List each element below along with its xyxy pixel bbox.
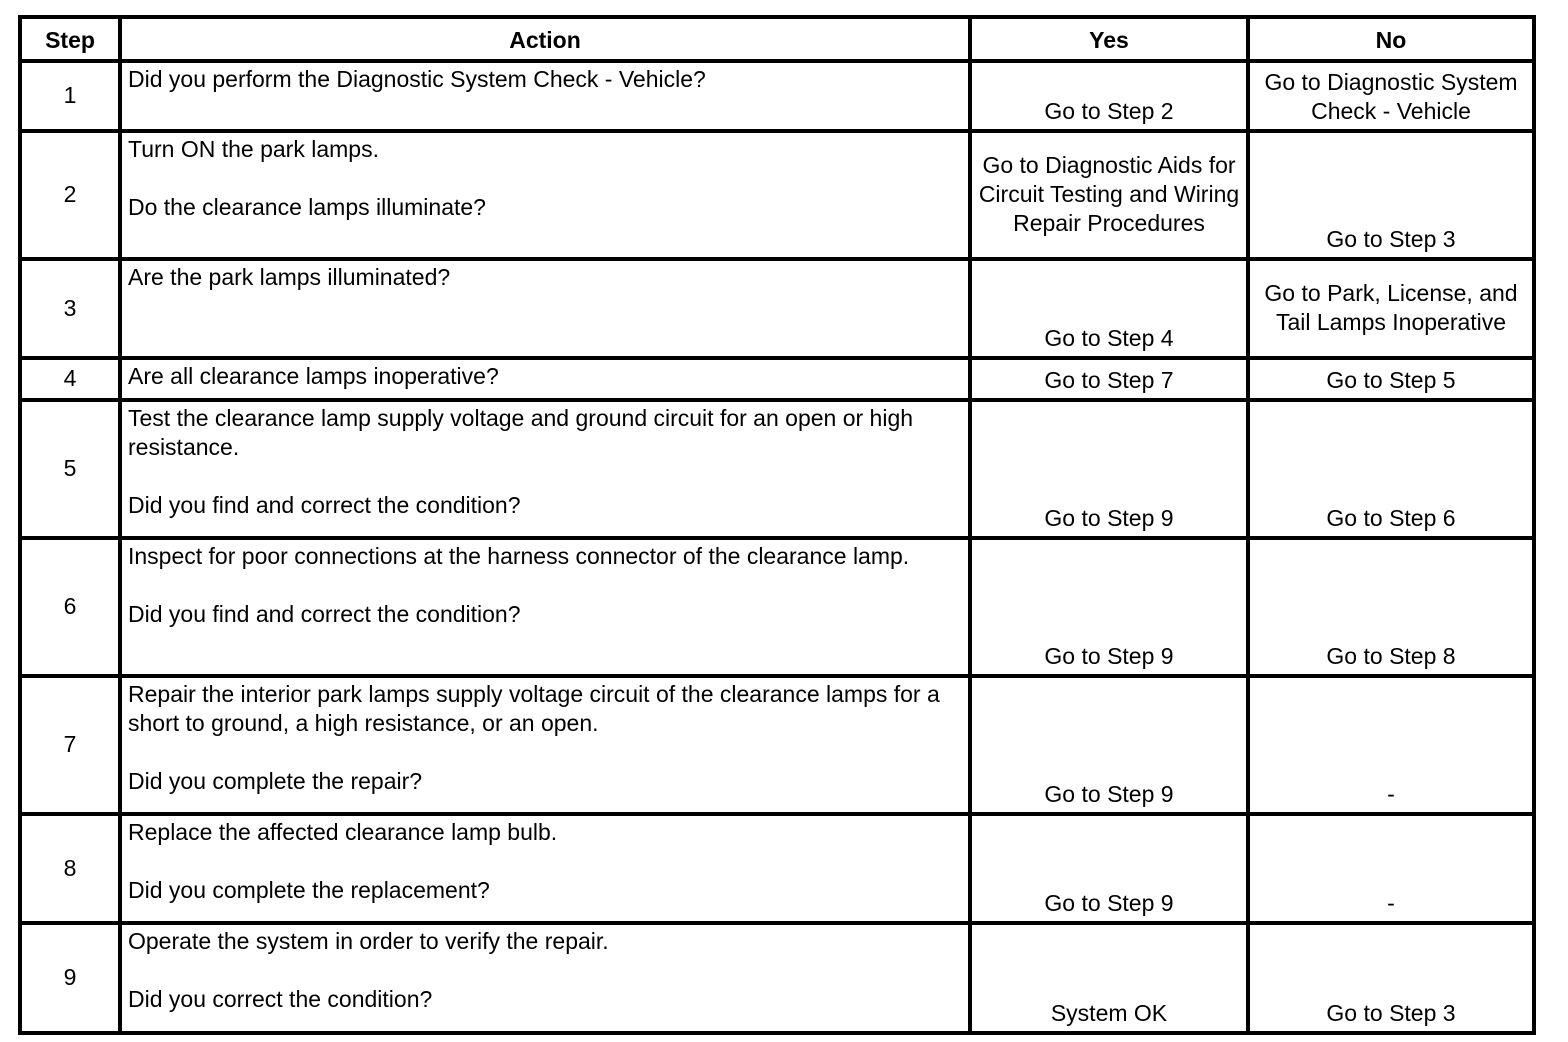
paragraph-spacer — [128, 738, 962, 767]
step-number: 4 — [20, 358, 120, 400]
yes-result: Go to Step 9 — [970, 814, 1248, 923]
action-cell — [120, 923, 970, 1033]
action-cell — [120, 538, 970, 676]
yes-result: Go to Step 4 — [970, 259, 1248, 358]
table-row — [20, 259, 1534, 358]
action-question: Did you complete the replacement? — [128, 877, 490, 903]
table-row — [20, 923, 1534, 1033]
yes-result: Go to Step 9 — [970, 676, 1248, 814]
table-header — [20, 17, 1534, 61]
yes-result: Go to Step 9 — [970, 400, 1248, 538]
step-number: 7 — [20, 676, 120, 814]
yes-result: Go to Step 2 — [970, 61, 1248, 131]
no-result: Go to Step 5 — [1248, 358, 1534, 400]
action-text: Repair the interior park lamps supply voltage circuit of the clearance lamps for a short to ground, a high resistance, or an open. — [128, 681, 940, 736]
paragraph-spacer — [128, 462, 962, 491]
table-row — [20, 61, 1534, 131]
action-text: Are the park lamps illuminated? — [128, 264, 451, 290]
no-result: Go to Step 8 — [1248, 538, 1534, 676]
yes-result: Go to Step 7 — [970, 358, 1248, 400]
header-row — [20, 17, 1534, 61]
table-row — [20, 400, 1534, 538]
action-question: Did you complete the repair? — [128, 768, 423, 794]
action-cell — [120, 814, 970, 923]
yes-result: Go to Step 9 — [970, 538, 1248, 676]
diagnostic-table — [18, 15, 1536, 1035]
header-yes: Yes — [970, 17, 1248, 61]
table-body — [20, 61, 1534, 1033]
no-result: - — [1248, 814, 1534, 923]
table-row — [20, 358, 1534, 400]
step-number: 8 — [20, 814, 120, 923]
action-cell — [120, 676, 970, 814]
step-number: 3 — [20, 259, 120, 358]
action-text: Replace the affected clearance lamp bulb. — [128, 819, 558, 845]
action-question: Do the clearance lamps illuminate? — [128, 194, 486, 220]
action-text: Are all clearance lamps inoperative? — [128, 363, 499, 389]
paragraph-spacer — [128, 164, 962, 193]
step-number: 6 — [20, 538, 120, 676]
step-number: 1 — [20, 61, 120, 131]
yes-result: System OK — [970, 923, 1248, 1033]
action-text: Turn ON the park lamps. — [128, 136, 379, 162]
yes-result: Go to Diagnostic Aids for Circuit Testing and Wiring Repair Procedures — [970, 131, 1248, 259]
action-question: Did you find and correct the condition? — [128, 601, 521, 627]
action-text: Operate the system in order to verify the repair. — [128, 928, 609, 954]
header-no: No — [1248, 17, 1534, 61]
action-cell — [120, 131, 970, 259]
no-result: Go to Step 3 — [1248, 131, 1534, 259]
action-cell — [120, 61, 970, 131]
action-text: Test the clearance lamp supply voltage and ground circuit for an open or high resistance. — [128, 405, 914, 460]
action-cell — [120, 358, 970, 400]
action-question: Did you correct the condition? — [128, 986, 433, 1012]
step-number: 9 — [20, 923, 120, 1033]
action-cell — [120, 259, 970, 358]
action-cell — [120, 400, 970, 538]
paragraph-spacer — [128, 571, 962, 600]
no-result: Go to Step 3 — [1248, 923, 1534, 1033]
table-row — [20, 814, 1534, 923]
paragraph-spacer — [128, 956, 962, 985]
header-step: Step — [20, 17, 120, 61]
table-row — [20, 538, 1534, 676]
step-number: 2 — [20, 131, 120, 259]
no-result: Go to Park, License, and Tail Lamps Inoperative — [1248, 259, 1534, 358]
diagnostic-table-container — [18, 15, 1532, 1035]
paragraph-spacer — [128, 847, 962, 876]
no-result: Go to Diagnostic System Check - Vehicle — [1248, 61, 1534, 131]
table-row — [20, 131, 1534, 259]
action-question: Did you find and correct the condition? — [128, 492, 521, 518]
action-text: Did you perform the Diagnostic System Check - Vehicle? — [128, 66, 706, 92]
action-text: Inspect for poor connections at the harness connector of the clearance lamp. — [128, 543, 910, 569]
step-number: 5 — [20, 400, 120, 538]
no-result: Go to Step 6 — [1248, 400, 1534, 538]
no-result: - — [1248, 676, 1534, 814]
table-row — [20, 676, 1534, 814]
header-action: Action — [120, 17, 970, 61]
